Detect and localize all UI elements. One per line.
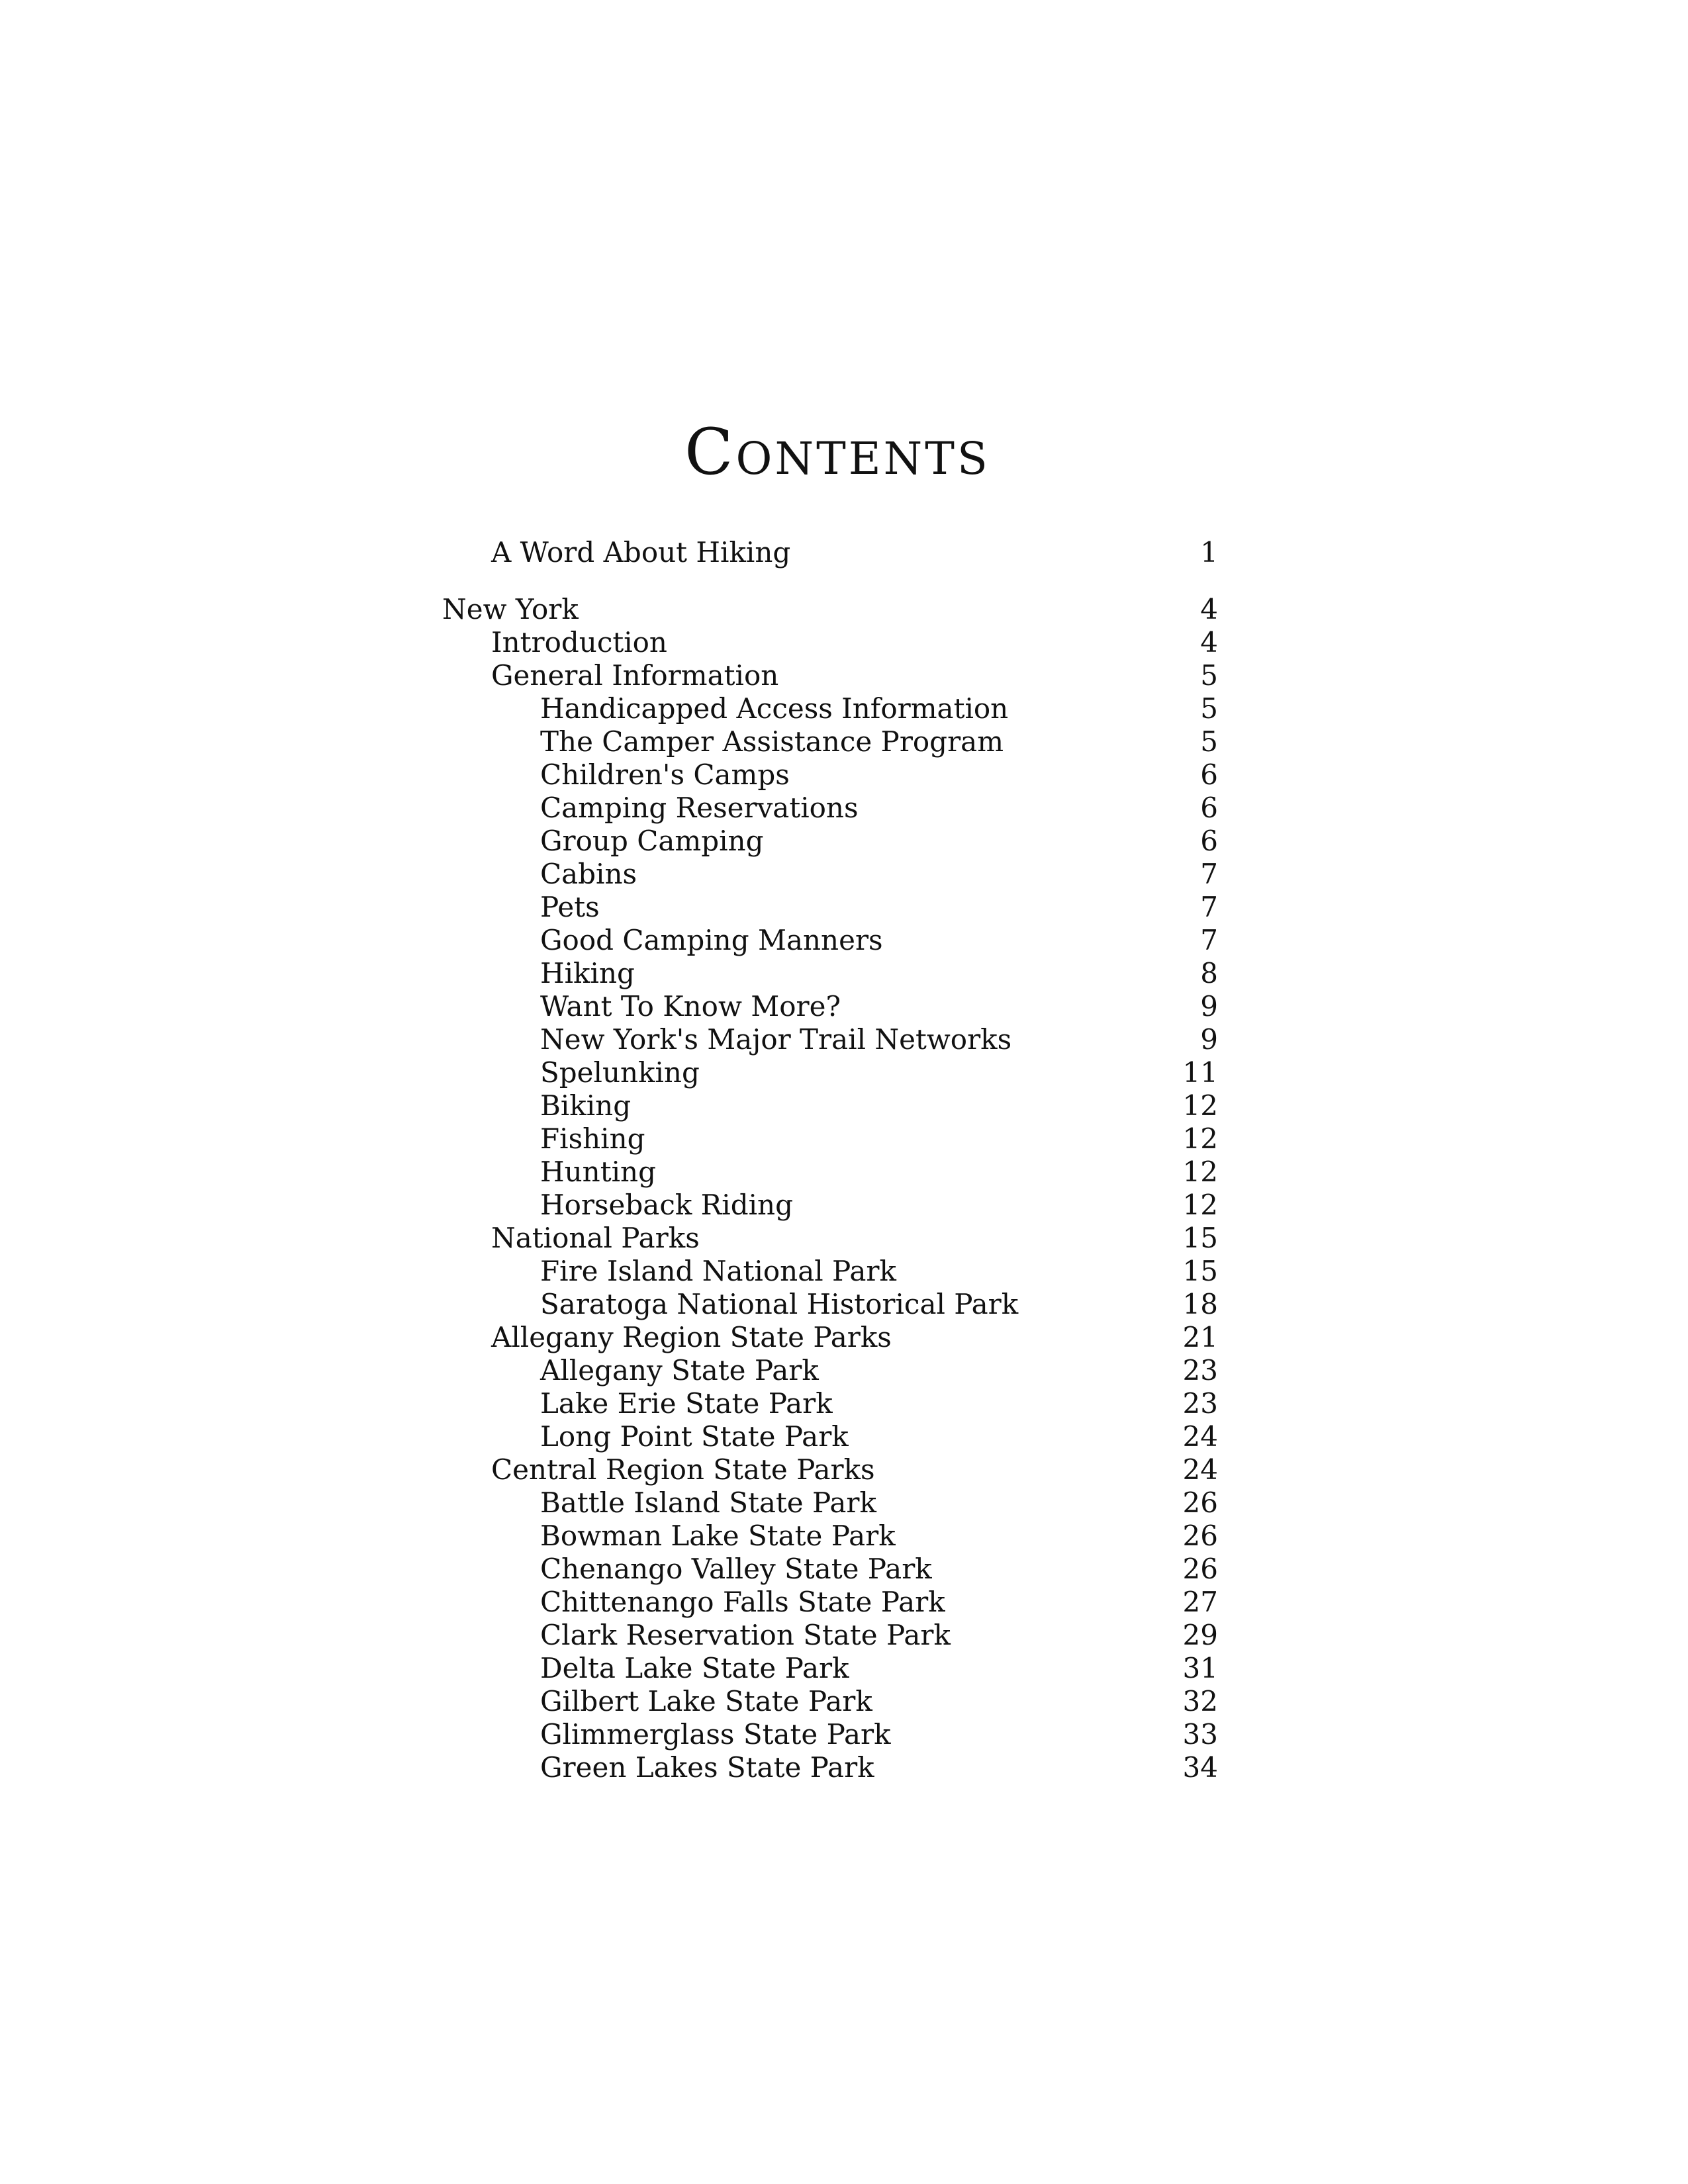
toc-entry[interactable] <box>442 1586 1218 1619</box>
toc-entry[interactable] <box>442 1685 1218 1718</box>
toc-entry-page-number: 24 <box>1182 1453 1218 1486</box>
toc-entry-page-number: 24 <box>1182 1420 1218 1453</box>
toc-entry-title: New York <box>442 593 579 625</box>
toc-entry-title: Clark Reservation State Park <box>540 1619 951 1651</box>
toc-entry[interactable] <box>442 1453 1218 1486</box>
toc-entry-page-number: 33 <box>1182 1718 1218 1751</box>
toc-entry-page-number: 29 <box>1182 1619 1218 1651</box>
toc-entry-page-number: 31 <box>1182 1652 1218 1684</box>
toc-entry[interactable] <box>442 1288 1218 1321</box>
toc-entry[interactable] <box>442 1718 1218 1751</box>
toc-entry-title: Glimmerglass State Park <box>540 1718 891 1751</box>
toc-entry-title: Group Camping <box>540 825 764 857</box>
table-of-contents <box>442 536 1218 1784</box>
toc-entry[interactable] <box>442 1122 1218 1156</box>
toc-entry[interactable] <box>442 891 1218 924</box>
toc-entry-title: Green Lakes State Park <box>540 1751 874 1784</box>
toc-entry-title: Delta Lake State Park <box>540 1652 849 1684</box>
toc-entry-page-number: 18 <box>1182 1288 1218 1320</box>
toc-entry-page-number: 5 <box>1200 692 1218 725</box>
toc-entry-page-number: 32 <box>1182 1685 1218 1717</box>
toc-entry-page-number: 11 <box>1182 1056 1218 1089</box>
toc-entry[interactable] <box>442 593 1218 626</box>
toc-entry-title: Fishing <box>540 1122 645 1155</box>
toc-entry-page-number: 7 <box>1200 858 1218 890</box>
toc-entry[interactable] <box>442 792 1218 825</box>
toc-entry-title: The Camper Assistance Program <box>540 725 1004 758</box>
toc-entry-page-number: 12 <box>1182 1122 1218 1155</box>
toc-entry-title: General Information <box>491 659 779 692</box>
toc-entry-page-number: 9 <box>1200 1023 1218 1056</box>
toc-entry-page-number: 4 <box>1200 626 1218 659</box>
toc-entry-page-number: 8 <box>1200 957 1218 989</box>
toc-entry[interactable] <box>442 990 1218 1023</box>
toc-entry-title: Saratoga National Historical Park <box>540 1288 1019 1320</box>
toc-entry[interactable] <box>442 1089 1218 1122</box>
toc-entry[interactable] <box>442 1156 1218 1189</box>
toc-entry-title: Chittenango Falls State Park <box>540 1586 945 1618</box>
toc-entry-page-number: 15 <box>1182 1255 1218 1287</box>
toc-entry-page-number: 12 <box>1182 1189 1218 1221</box>
toc-entry-page-number: 12 <box>1182 1156 1218 1188</box>
toc-entry-page-number: 5 <box>1200 659 1218 692</box>
toc-entry[interactable] <box>442 1387 1218 1420</box>
toc-entry[interactable] <box>442 659 1218 692</box>
toc-entry-title: Introduction <box>491 626 667 659</box>
toc-entry-title: Cabins <box>540 858 637 890</box>
toc-entry[interactable] <box>442 725 1218 758</box>
toc-entry[interactable] <box>442 536 1218 569</box>
toc-entry-page-number: 12 <box>1182 1089 1218 1122</box>
toc-entry-title: Allegany Region State Parks <box>491 1321 892 1353</box>
toc-entry-title: Good Camping Manners <box>540 924 883 956</box>
toc-entry[interactable] <box>442 1520 1218 1553</box>
toc-entry[interactable] <box>442 1222 1218 1255</box>
toc-entry-title: Bowman Lake State Park <box>540 1520 896 1552</box>
toc-entry-page-number: 6 <box>1200 758 1218 791</box>
toc-entry-title: Horseback Riding <box>540 1189 793 1221</box>
toc-entry-page-number: 27 <box>1182 1586 1218 1618</box>
toc-entry-title: Handicapped Access Information <box>540 692 1009 725</box>
toc-entry-page-number: 26 <box>1182 1486 1218 1519</box>
toc-entry[interactable] <box>442 1189 1218 1222</box>
toc-entry-page-number: 15 <box>1182 1222 1218 1254</box>
toc-entry-title: Hunting <box>540 1156 656 1188</box>
toc-entry-page-number: 26 <box>1182 1520 1218 1552</box>
toc-entry-title: Chenango Valley State Park <box>540 1553 932 1585</box>
toc-entry-page-number: 6 <box>1200 792 1218 824</box>
toc-entry[interactable] <box>442 1023 1218 1056</box>
toc-entry-title: Battle Island State Park <box>540 1486 876 1519</box>
toc-entry-title: Allegany State Park <box>540 1354 819 1387</box>
toc-entry-title: Camping Reservations <box>540 792 859 824</box>
toc-entry[interactable] <box>442 1056 1218 1089</box>
toc-entry[interactable] <box>442 858 1218 891</box>
toc-entry-page-number: 4 <box>1200 593 1218 625</box>
toc-entry-page-number: 23 <box>1182 1354 1218 1387</box>
toc-entry[interactable] <box>442 1553 1218 1586</box>
toc-entry[interactable] <box>442 825 1218 858</box>
toc-entry-page-number: 26 <box>1182 1553 1218 1585</box>
toc-entry-page-number: 21 <box>1182 1321 1218 1353</box>
toc-entry[interactable] <box>442 1486 1218 1520</box>
toc-entry-title: Fire Island National Park <box>540 1255 896 1287</box>
toc-entry-title: Long Point State Park <box>540 1420 849 1453</box>
toc-entry[interactable] <box>442 1420 1218 1453</box>
toc-entry-page-number: 7 <box>1200 891 1218 923</box>
toc-entry-page-number: 6 <box>1200 825 1218 857</box>
toc-entry-title: A Word About Hiking <box>491 536 791 569</box>
toc-entry[interactable] <box>442 1321 1218 1354</box>
toc-entry-title: Gilbert Lake State Park <box>540 1685 872 1717</box>
toc-entry-page-number: 23 <box>1182 1387 1218 1420</box>
toc-entry-title: Children's Camps <box>540 758 790 791</box>
toc-entry-title: Biking <box>540 1089 632 1122</box>
toc-entry[interactable] <box>442 957 1218 990</box>
toc-entry[interactable] <box>442 1255 1218 1288</box>
page-title: Contents <box>684 415 990 489</box>
toc-entry-title: Spelunking <box>540 1056 700 1089</box>
toc-entry-title: Pets <box>540 891 600 923</box>
toc-entry-page-number: 7 <box>1200 924 1218 956</box>
toc-entry-page-number: 9 <box>1200 990 1218 1023</box>
toc-entry-title: National Parks <box>491 1222 700 1254</box>
toc-entry-title: Lake Erie State Park <box>540 1387 833 1420</box>
toc-entry-title: Hiking <box>540 957 635 989</box>
toc-entry[interactable] <box>442 924 1218 957</box>
toc-entry[interactable] <box>442 1619 1218 1652</box>
toc-entry[interactable] <box>442 1751 1218 1784</box>
toc-entry-page-number: 34 <box>1182 1751 1218 1784</box>
toc-entry[interactable] <box>442 626 1218 659</box>
toc-entry-title: Want To Know More? <box>540 990 841 1023</box>
toc-entry-title: New York's Major Trail Networks <box>540 1023 1012 1056</box>
toc-entry[interactable] <box>442 692 1218 725</box>
toc-entry-title: Central Region State Parks <box>491 1453 875 1486</box>
toc-entry[interactable] <box>442 758 1218 792</box>
toc-entry-page-number: 5 <box>1200 725 1218 758</box>
toc-entry[interactable] <box>442 1652 1218 1685</box>
toc-entry[interactable] <box>442 1354 1218 1387</box>
toc-entry-page-number: 1 <box>1200 536 1218 569</box>
